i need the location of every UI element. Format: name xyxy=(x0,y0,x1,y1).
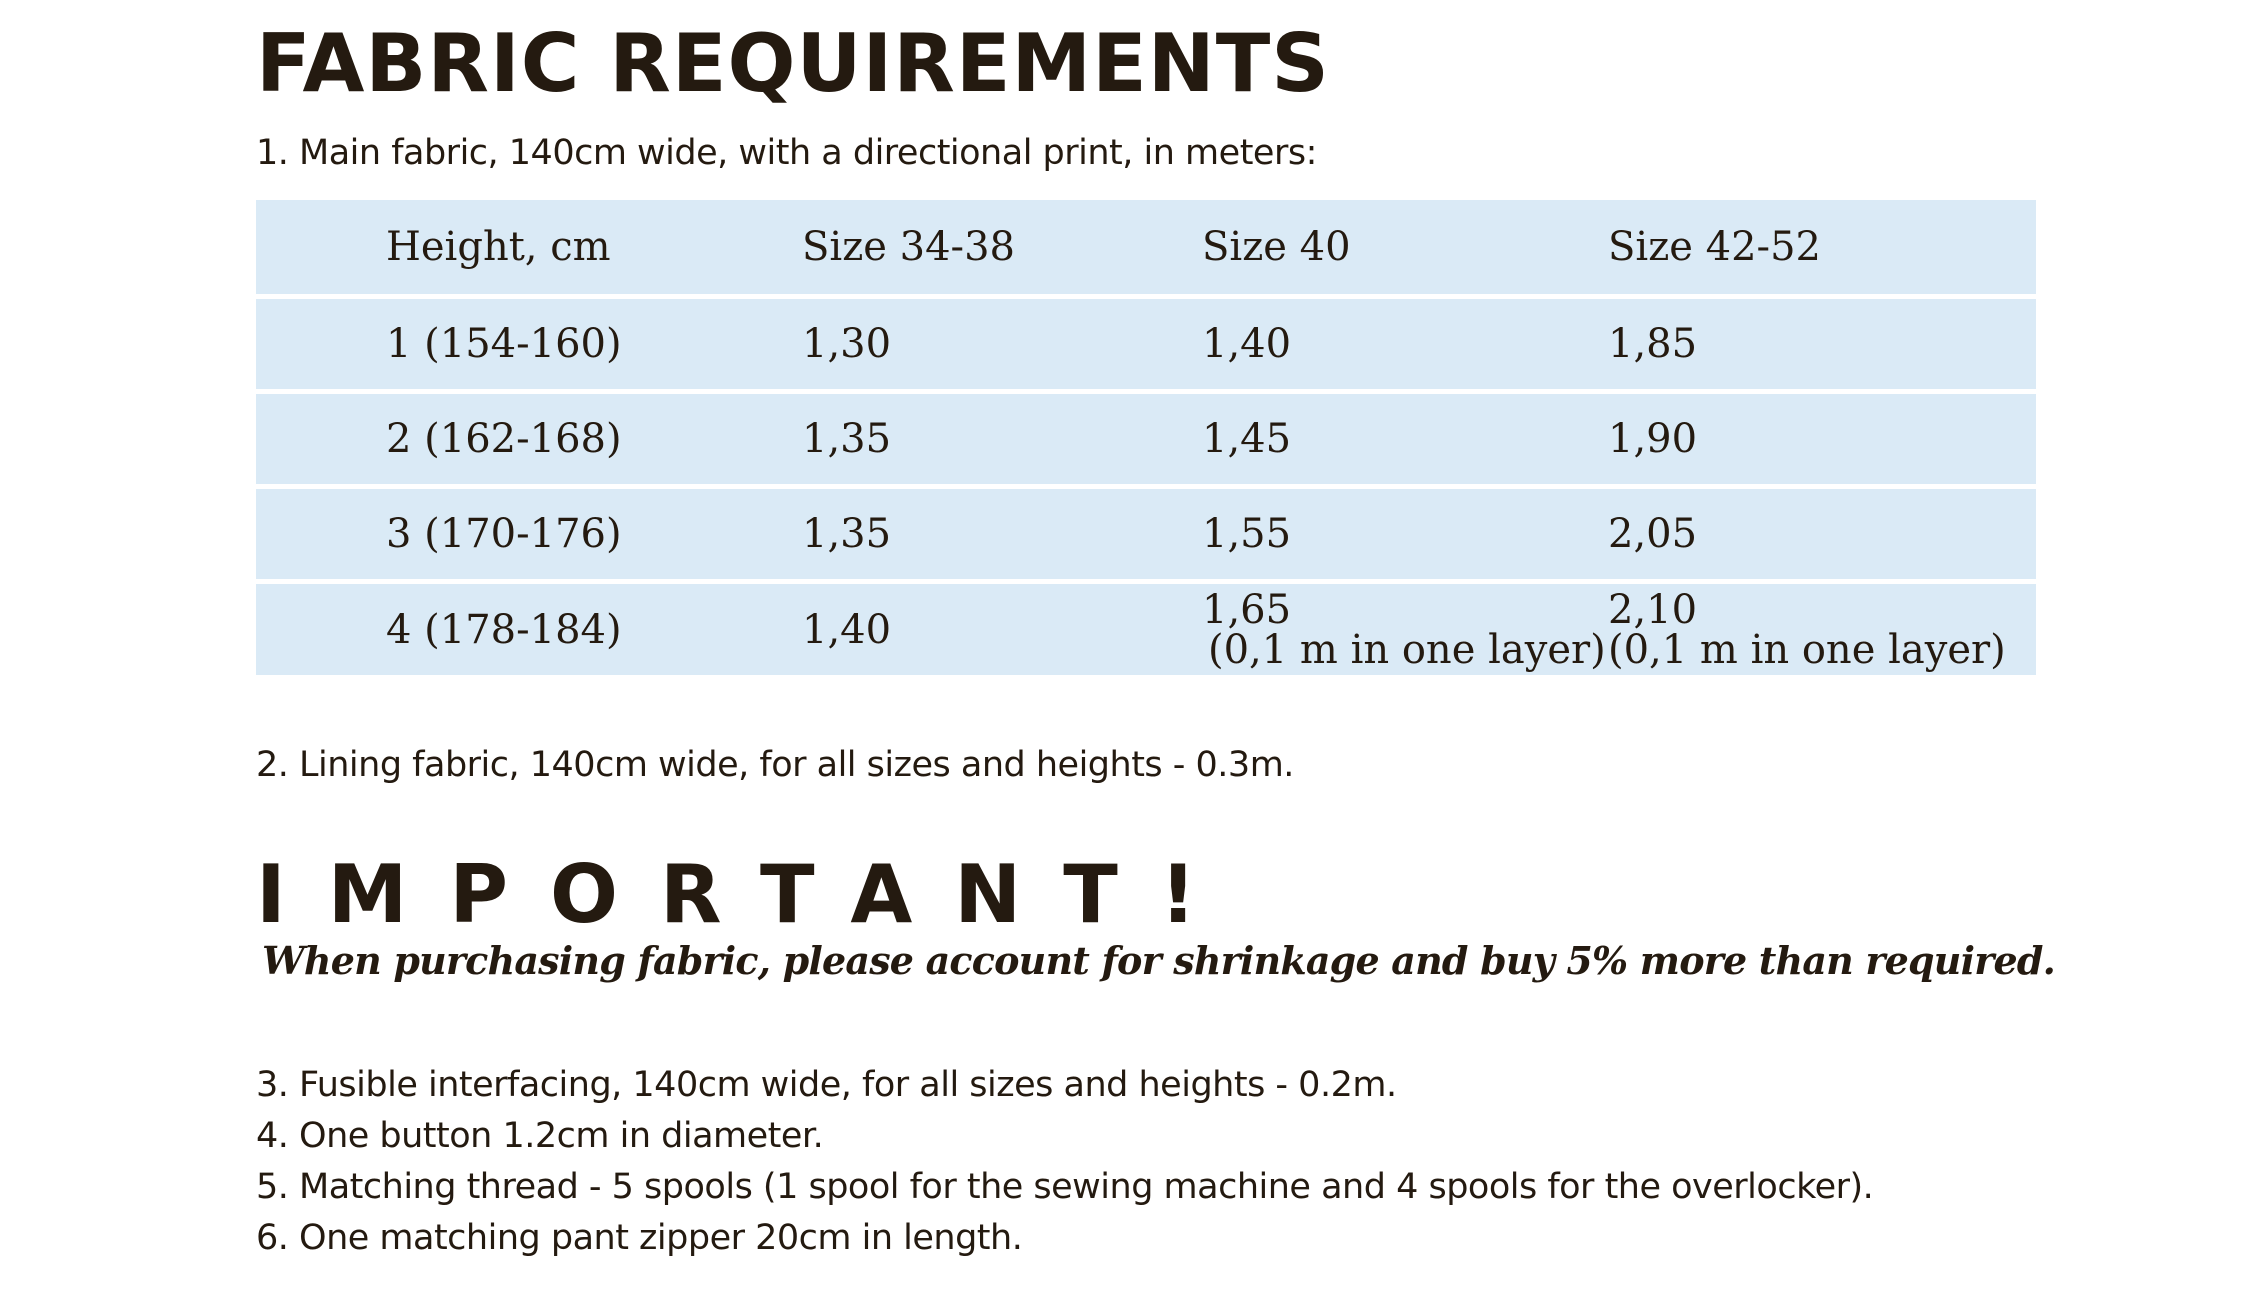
cell-size-40: 1,55 xyxy=(1202,511,1292,557)
list-item: 6. One matching pant zipper 20cm in length. xyxy=(256,1218,1023,1258)
cell-note: (0,1 m in one layer) xyxy=(1608,626,2006,673)
fabric-table xyxy=(256,200,2036,675)
cell-size-34-38: 1,35 xyxy=(802,416,892,462)
header-size-42-52: Size 42-52 xyxy=(1608,224,1821,270)
main-fabric-description: 1. Main fabric, 140cm wide, with a directional print, in meters: xyxy=(256,133,1317,173)
cell-size-40 xyxy=(1202,584,1606,675)
cell-value: 1,65 xyxy=(1202,586,1292,633)
cell-size-42-52 xyxy=(1608,584,2006,675)
list-item: 3. Fusible interfacing, 140cm wide, for all sizes and heights - 0.2m. xyxy=(256,1065,1397,1105)
cell-size-42-52: 1,90 xyxy=(1608,416,1698,462)
cell-size-40: 1,45 xyxy=(1202,416,1292,462)
cell-size-42-52: 1,85 xyxy=(1608,321,1698,367)
table-row xyxy=(256,489,2036,579)
header-size-34-38: Size 34-38 xyxy=(802,224,1015,270)
notions-list xyxy=(256,1060,1873,1264)
cell-height: 2 (162-168) xyxy=(386,416,622,462)
cell-size-34-38: 1,40 xyxy=(802,606,892,653)
list-item: 5. Matching thread - 5 spools (1 spool for the sewing machine and 4 spools for the overlocker). xyxy=(256,1167,1874,1207)
table-header-row xyxy=(256,200,2036,294)
lining-fabric-description: 2. Lining fabric, 140cm wide, for all sizes and heights - 0.3m. xyxy=(256,745,1294,785)
cell-size-42-52: 2,05 xyxy=(1608,511,1698,557)
cell-size-34-38: 1,35 xyxy=(802,511,892,557)
shrinkage-note: When purchasing fabric, please account for shrinkage and buy 5% more than required. xyxy=(262,938,2056,983)
table-row xyxy=(256,584,2036,675)
cell-size-34-38: 1,30 xyxy=(802,321,892,367)
table-row xyxy=(256,299,2036,389)
cell-height: 4 (178-184) xyxy=(386,606,622,653)
cell-size-40: 1,40 xyxy=(1202,321,1292,367)
cell-value: 2,10 xyxy=(1608,586,1698,633)
cell-height: 3 (170-176) xyxy=(386,511,622,557)
list-item: 4. One button 1.2cm in diameter. xyxy=(256,1116,824,1156)
header-size-40: Size 40 xyxy=(1202,224,1351,270)
header-height: Height, cm xyxy=(386,224,611,270)
cell-note: (0,1 m in one layer) xyxy=(1208,626,1606,673)
table-row xyxy=(256,394,2036,484)
cell-height: 1 (154-160) xyxy=(386,321,622,367)
important-heading: IMPORTANT! xyxy=(256,848,1239,941)
page-title: FABRIC REQUIREMENTS xyxy=(256,17,1330,110)
